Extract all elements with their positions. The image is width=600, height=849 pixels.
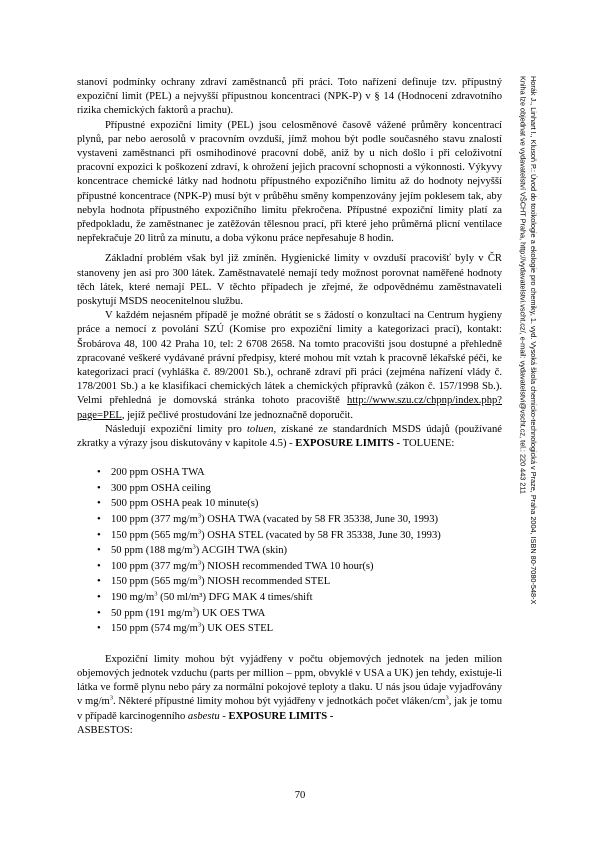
limit-sup: 3: [197, 574, 202, 582]
limit-item: [97, 512, 502, 528]
limit-item: [97, 621, 502, 637]
limit-sup: 3: [192, 606, 196, 614]
limit-item: [97, 543, 502, 559]
limit-text-end: ) ACGIH TWA (skin): [195, 545, 288, 557]
limit-item: [97, 465, 502, 481]
limit-sup: 3: [154, 590, 158, 598]
citation-sidebar: [517, 76, 587, 766]
toluene-intro-text: Následují expoziční limity pro: [105, 423, 247, 435]
limit-text: 200 ppm OSHA TWA: [111, 467, 205, 479]
limit-text: 300 ppm OSHA ceiling: [111, 482, 211, 494]
limit-sup: 3: [192, 543, 196, 551]
units-text-2: . Některé přípustné limity mohou být vyjádřeny v jednotkách počet vláken/cm: [113, 696, 446, 708]
limit-sup: 3: [197, 559, 202, 567]
limit-text: 150 ppm (565 mg/m: [111, 576, 198, 588]
limit-text-end: ) UK OES TWA: [195, 607, 266, 619]
paragraph-pel-definition: Přípustné expoziční limity (PEL) jsou celosměnové časově vážené průměry koncentrací plynů, par nebo aerosolů v pracovním ovzduší, jímž mohou být podle současného stavu znalostí vystaveni zaměstnanci při osmihodinové pracovní době, aniž by u nich došlo i při celoživotní pracovní expozici k poškození zdraví, k ohrožení jejich pracovní schopnosti a výkonnosti. Výkyvy koncentrace chemické látky nad hodnotu přípustného expozičního limitu až do hodnoty nejvyšší přípustné koncentrace (NPK-P) musí být v průběhu směny kompenzovány jejím poklesem tak, aby nebyla hodnota přípustného expozičního limitu překročena. Přípustné expoziční limity platí za předpokladu, že zaměstnanec je zatěžován tělesnou prací, při které jeho průměrná plicní ventilace nepřekračuje 20 litrů za minutu, a doba výkonu práce nepřesahuje 8 hodin.: [77, 119, 502, 245]
limit-item: [97, 559, 502, 575]
paragraph-units: [77, 653, 502, 738]
paragraph-intro: stanoví podmínky ochrany zdraví zaměstnanců při práci. Toto nařízení definuje tzv. přípustný expoziční limit (PEL) a nejvyšší přípustnou koncentraci (NPK-P) v § 14 (Hodnocení zdravotního rizika chemických faktorů a prachu).: [77, 77, 502, 117]
exposure-limits-heading: EXPOSURE LIMITS -: [295, 438, 403, 450]
limit-item: [97, 481, 502, 497]
limit-item: [97, 528, 502, 544]
limit-item: [97, 574, 502, 590]
units-sup-2: 3: [445, 694, 449, 702]
bullet-icon: •: [97, 467, 101, 479]
toluene-heading: TOLUENE:: [402, 438, 455, 450]
limit-sup: 3: [197, 621, 202, 629]
bullet-icon: •: [97, 607, 101, 619]
citation-text: [517, 76, 538, 604]
page-body: [77, 76, 502, 738]
units-text: Expoziční limity mohou být vyjádřeny v počtu objemových jednotek na jeden milion objemových jednotek vzduchu (parts per million – ppm, obvyklé v USA a UK) jen tehdy, existuje-li látka ve formě plynu nebo páry za normální pokojové teploty a tlaku. U nás jsou údaje vyjadřovány v mg/m: [77, 653, 502, 708]
paragraph-consultation: [77, 309, 502, 423]
limit-text: 50 ppm (191 mg/m: [111, 607, 193, 619]
toluene-intro-text-2: , získané ze standardních MSDS údajů (používané zkratky a výrazy jsou diskutovány v kapitole 4.5) -: [77, 423, 502, 450]
bullet-icon: •: [97, 576, 101, 588]
limit-text-end: ) NIOSH recommended TWA 10 hour(s): [201, 560, 374, 572]
limit-text-end: ) NIOSH recommended STEL: [201, 576, 331, 588]
bullet-icon: •: [97, 623, 101, 635]
limit-text: 50 ppm (188 mg/m: [111, 545, 193, 557]
limit-text-end: ) OSHA TWA (vacated by 58 FR 35338, June 30, 1993): [201, 514, 439, 526]
bullet-icon: •: [97, 560, 101, 572]
citation-line-2: Kniha lze objednat ve vydavatelství VŠCHT Praha, http://vydavatelstvi.vscht.cz/, e-mail: vydavatelstvi@vscht.cz, tel.: 220 443 211: [518, 76, 528, 494]
limit-text-end: ) UK OES STEL: [201, 623, 274, 635]
limit-text: 100 ppm (377 mg/m: [111, 560, 198, 572]
limit-item: [97, 606, 502, 622]
bullet-icon: •: [97, 498, 101, 510]
limit-text: 190 mg/m: [111, 592, 155, 604]
toluene-term: toluen: [246, 423, 274, 435]
limit-text: 150 ppm (574 mg/m: [111, 623, 198, 635]
asbestos-heading: ASBESTOS:: [77, 724, 133, 736]
citation-line-1: Horák J., Linhart I., Klusoň P.: Úvod do toxikologie a ekologie pro chemiky, 1. vyd. Vysoká škola chemicko-technologická v Praze, Praha 2004, ISBN 80-7080-548-X: [529, 76, 538, 605]
page-number: 70: [294, 790, 306, 801]
limit-text-end: (50 ml/m³) DFG MAK 4 times/shift: [157, 592, 313, 604]
consultation-text: V každém nejasném případě je možné obrátit se s žádostí o konzultaci na Centrum hygieny práce a nemocí z povolání SZÚ (Komise pro expoziční limity a kategorizaci prací), kontakt: Šrobárova 48, 100 42 Praha 10, tel: 2 6708 2658. Na tomto pracovišti jsou dostupné a přehledně zpracované veškeré vydávané právní předpisy, které mohou mít vztah k pracovně lékařské péči, ke kategorizaci prací (vyhláška č. 89/2001 Sb.), ochraně zdraví při práci (zejména nařízení vlády č. 178/2001 Sb.) a ke klasifikaci chemických látek a chemických přípravků (zákon č. 157/1998 Sb.). Velmi přehledná je domovská stránka tohoto pracoviště: [77, 310, 502, 407]
limit-item: [97, 496, 502, 512]
units-sup: 3: [109, 694, 114, 702]
units-text-4: -: [219, 710, 229, 722]
limit-text-end: ) OSHA STEL (vacated by 58 FR 35338, June 30, 1993): [201, 529, 441, 541]
units-text-3: , jak je tomu v případě karcinogenního: [77, 696, 502, 722]
paragraph-basic-problem: Základní problém však byl již zmíněn. Hygienické limity v ovzduší pracovišť byly v ČR stanoveny jen asi pro 300 látek. Zaměstnavatelé nemají tedy možnost porovnat naměřené hodnoty těch látek, které nemají PEL. V těchto případech je zřejmé, že odpovědnému zaměstnavateli poskytují MSDS neocenitelnou službu.: [77, 253, 502, 308]
toluene-limits-list: [77, 465, 502, 637]
bullet-icon: •: [97, 482, 101, 494]
limit-sup: 3: [197, 528, 202, 536]
bullet-icon: •: [97, 592, 101, 604]
limit-sup: 3: [197, 512, 202, 520]
limit-item: [97, 590, 502, 606]
bullet-icon: •: [97, 529, 101, 541]
asbestos-term: asbestu: [187, 710, 220, 722]
limit-text: 150 ppm (565 mg/m: [111, 529, 198, 541]
szu-link[interactable]: http://www.szu.cz/chpnp/index.php?page=PEL: [77, 395, 502, 421]
paragraph-toluene-intro: [77, 423, 502, 451]
limit-text: 500 ppm OSHA peak 10 minute(s): [111, 498, 259, 510]
bullet-icon: •: [97, 514, 101, 526]
bullet-icon: •: [97, 545, 101, 557]
limit-text: 100 ppm (377 mg/m: [111, 514, 198, 526]
consultation-text-end: , jejíž pečlivé prostudování lze jednoznačně doporučit.: [121, 409, 354, 421]
exposure-limits-heading-2: EXPOSURE LIMITS -: [228, 710, 334, 722]
